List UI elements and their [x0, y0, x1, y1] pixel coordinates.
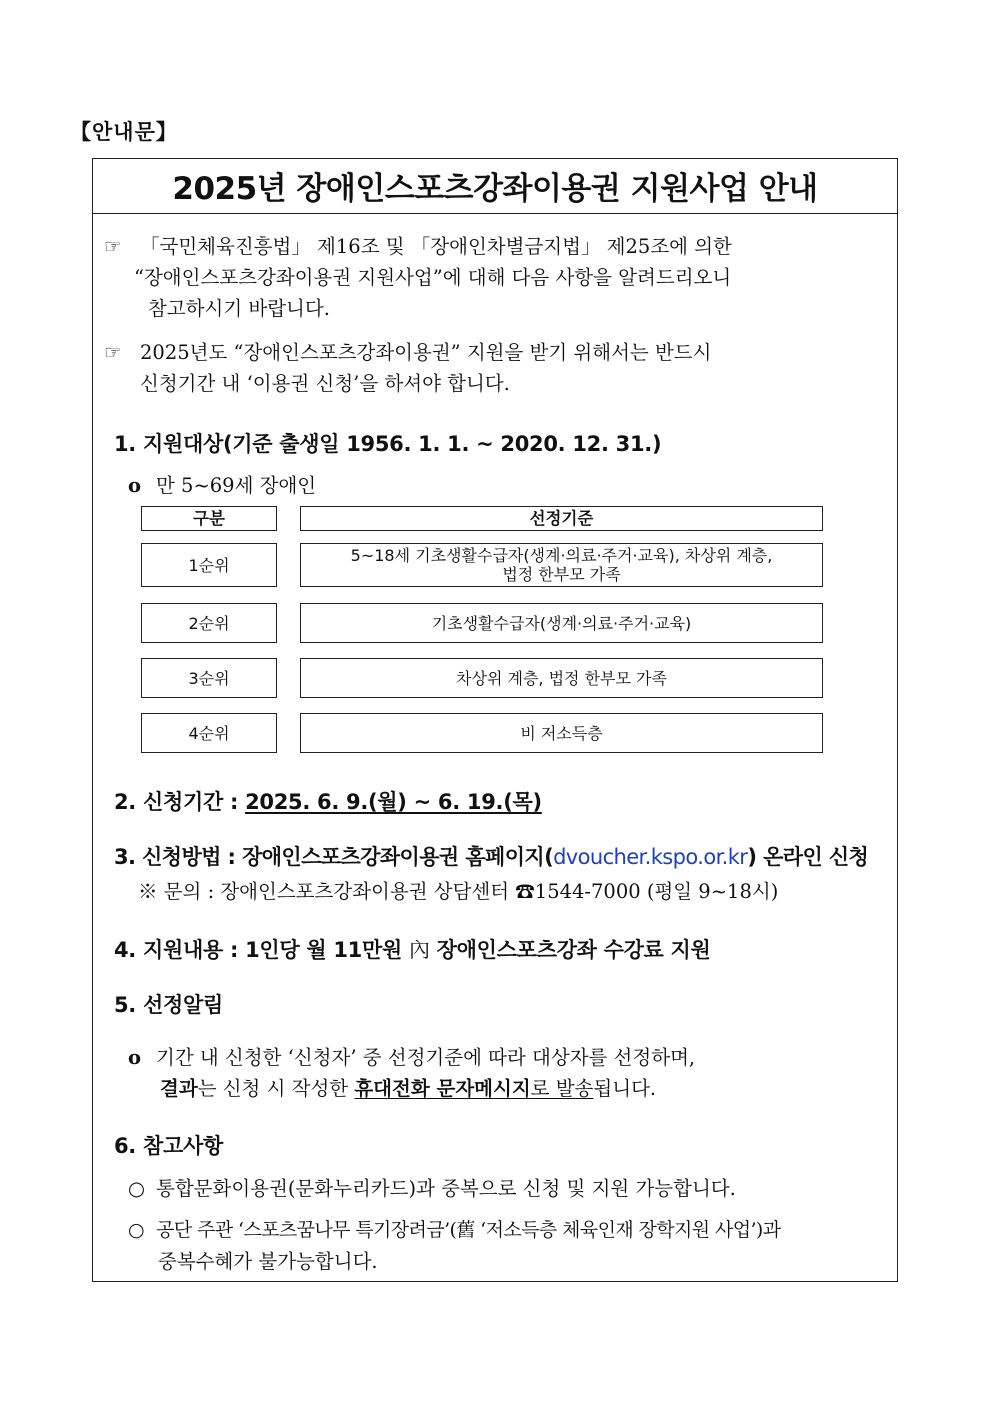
table-row-4-rank: 4순위 [141, 713, 277, 753]
table-header-rank: 구분 [141, 506, 277, 531]
bullet-icon: ○ [128, 1177, 146, 1200]
intro-2-line-2: 신청기간 내 ‘이용권 신청’을 하셔야 합니다. [140, 372, 510, 395]
intro-1-line-2: “장애인스포츠강좌이용권 지원사업”에 대해 다음 사항을 알려드리오니 [134, 266, 732, 289]
section-6-item-2-line-2: 중복수혜가 불가능합니다. [158, 1250, 378, 1273]
section-5-line-2: 결과는 신청 시 작성한 휴대전화 문자메시지로 발송됩니다. [160, 1077, 657, 1100]
table-row-1-rank: 1순위 [141, 543, 277, 587]
intro-1-line-1: ☞ 「국민체육진흥법」 제16조 및 「장애인차별금지법」 제25조에 의한 [104, 231, 732, 262]
bullet-icon: ○ [128, 1219, 144, 1241]
section-3-heading: 3. 신청방법 : 장애인스포츠강좌이용권 홈페이지(dvoucher.kspo.or.kr) 온라인 신청 [114, 845, 869, 869]
intro-1-line-3: 참고하시기 바랍니다. [148, 297, 330, 320]
table-row-4-criteria: 비 저소득층 [300, 713, 823, 753]
pointing-hand-icon: ☞ [104, 235, 122, 258]
pointing-hand-icon: ☞ [104, 341, 122, 364]
intro-2-line-1: ☞ 2025년도 “장애인스포츠강좌이용권” 지원을 받기 위해서는 반드시 [104, 337, 711, 368]
section-6-heading: 6. 참고사항 [114, 1134, 223, 1158]
section-3-note: ※ 문의 : 장애인스포츠강좌이용권 상담센터 ☎1544-7000 (평일 9~18시) [138, 880, 779, 903]
table-row-3-criteria: 차상위 계층, 법정 한부모 가족 [300, 658, 823, 698]
bullet-icon: o [128, 1046, 142, 1069]
homepage-link[interactable]: dvoucher.kspo.or.kr [553, 845, 748, 869]
document-label: 【안내문】 [70, 120, 178, 144]
table-row-3-rank: 3순위 [141, 658, 277, 698]
section-1-heading: 1. 지원대상(기준 출생일 1956. 1. 1. ~ 2020. 12. 31.) [114, 432, 662, 456]
table-header-criteria: 선정기준 [300, 506, 823, 531]
page-title: 2025년 장애인스포츠강좌이용권 지원사업 안내 [92, 158, 898, 214]
section-4-heading: 4. 지원내용 : 1인당 월 11만원 內 장애인스포츠강좌 수강료 지원 [114, 938, 711, 962]
section-5-heading: 5. 선정알림 [114, 993, 223, 1017]
bullet-icon: o [128, 474, 142, 497]
section-2-heading: 2. 신청기간 : 2025. 6. 9.(월) ~ 6. 19.(목) [114, 790, 542, 814]
application-period: 2025. 6. 9.(월) ~ 6. 19.(목) [245, 790, 542, 814]
table-row-2-rank: 2순위 [141, 603, 277, 643]
section-5-line-1: o 기간 내 신청한 ‘신청자’ 중 선정기준에 따라 대상자를 선정하며, [128, 1042, 695, 1073]
section-6-item-2-line-1: ○ 공단 주관 ‘스포츠꿈나무 특기장려금’(舊 ‘저소득층 체육인재 장학지원 사업’)과 [128, 1215, 780, 1246]
table-row-1-criteria: 5~18세 기초생활수급자(생계·의료·주거·교육), 차상위 계층, 법정 한부모 가족 [300, 543, 823, 587]
section-1-bullet: o 만 5~69세 장애인 [128, 470, 316, 501]
section-6-item-1: ○ 통합문화이용권(문화누리카드)과 중복으로 신청 및 지원 가능합니다. [128, 1173, 736, 1204]
table-row-2-criteria: 기초생활수급자(생계·의료·주거·교육) [300, 603, 823, 643]
